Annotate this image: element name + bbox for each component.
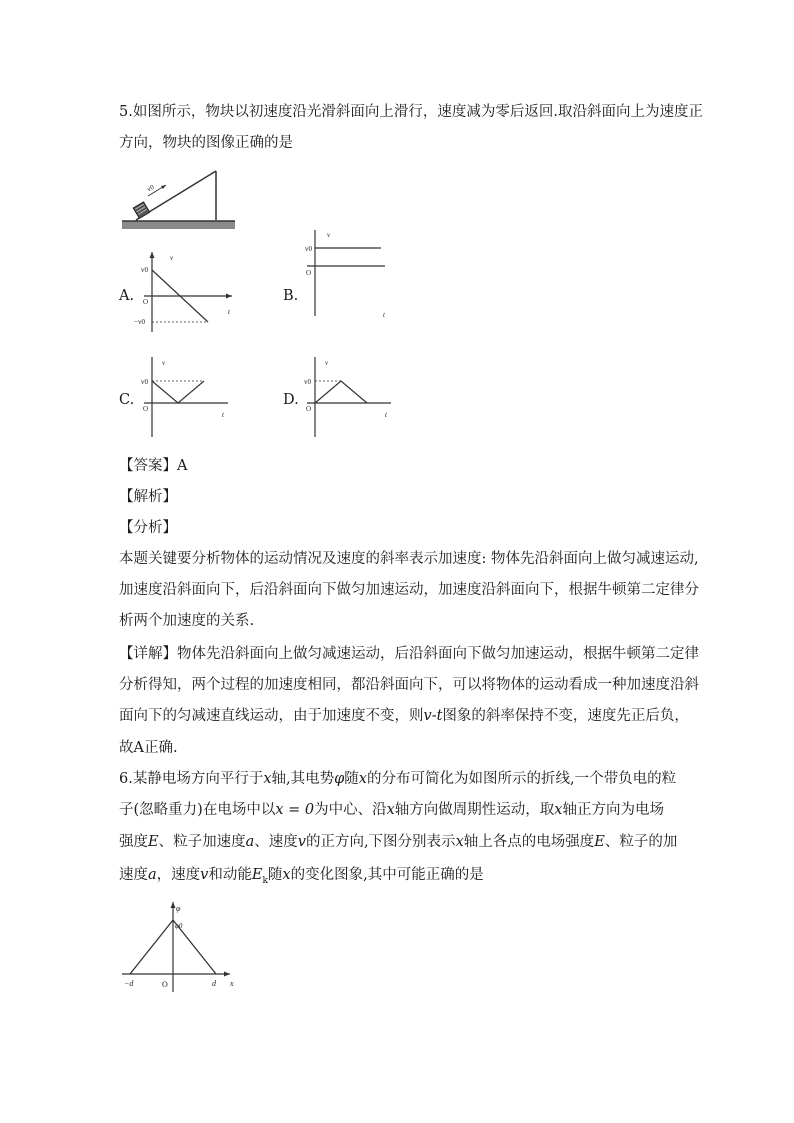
phi0-label: φ0	[175, 922, 183, 930]
origin-label: O	[162, 980, 168, 989]
option-b-graph[interactable]	[303, 228, 393, 318]
detail-line-1: 【详解】物体先沿斜面向上做匀减速运动，后沿斜面向下做匀加速运动，根据牛顿第二定律	[119, 646, 699, 662]
block	[133, 202, 149, 218]
option-a-letter[interactable]: A.	[119, 288, 135, 304]
option-a-t-label: t	[228, 308, 230, 316]
analysis-heading: 【解析】	[119, 489, 177, 505]
option-b-v0-label: v0	[305, 245, 312, 253]
option-b-letter[interactable]: B.	[283, 288, 299, 304]
option-c-t-label: t	[222, 411, 224, 419]
option-d-t-label: t	[385, 411, 387, 419]
q6-stem-line-1: 6.某静电场方向平行于x轴,其电势φ随x的分布可简化为如图所示的折线,一个带负电的粒	[119, 771, 677, 787]
q6-stem-line-2: 子(忽略重力)在电场中以x = 0为中心、沿x轴方向做周期性运动，取x轴正方向为电场	[119, 802, 664, 818]
option-d-v-label: v	[325, 359, 329, 367]
fenxi-line-2: 加速度沿斜面向下，后沿斜面向下做匀加速运动，加速度沿斜面向下，根据牛顿第二定律分	[119, 582, 699, 598]
d-label: d	[212, 979, 216, 988]
option-a-v-label: v	[170, 254, 174, 262]
option-a-origin: O	[143, 298, 149, 306]
option-c-v-label: v	[162, 359, 166, 367]
q5-stem-line-1: 5.如图所示，物块以初速度沿光滑斜面向上滑行，速度减为零后返回.取沿斜面向上为速度正	[119, 104, 703, 120]
option-d-origin: O	[306, 405, 312, 413]
option-c-graph[interactable]	[140, 355, 240, 440]
x-axis-label: x	[230, 979, 234, 988]
answer-line: 【答案】A	[119, 458, 188, 474]
potential-graph	[118, 900, 238, 995]
option-a-negv0-label: −v0	[134, 318, 145, 326]
option-d-v0-label: v0	[304, 378, 311, 386]
option-d-line	[315, 381, 367, 403]
fenxi-line-3: 析两个加速度的关系.	[119, 613, 255, 629]
option-b-origin: O	[306, 269, 312, 277]
q5-stem-line-2: 方向，物块的图像正确的是	[119, 135, 293, 151]
option-d-graph[interactable]	[303, 355, 403, 440]
option-a-graph[interactable]	[134, 250, 240, 335]
ground	[122, 221, 235, 229]
fenxi-heading: 【分析】	[119, 520, 177, 536]
option-b-t-label: t	[383, 311, 385, 319]
detail-line-2: 分析得知，两个过程的加速度相同，都沿斜面向下，可以将物体的运动看成一种加速度沿斜	[119, 677, 699, 693]
detail-line-3: 面向下的匀减速直线运动，由于加速度不变，则v-t图象的斜率保持不变，速度先正后负，	[119, 708, 689, 724]
neg-d-label: −d	[124, 979, 134, 988]
option-c-letter[interactable]: C.	[119, 392, 135, 408]
detail-line-4: 故A正确.	[119, 740, 178, 756]
q6-stem-line-4: 速度a，速度v和动能$E_k$随x的变化图象,其中可能正确的是	[119, 867, 484, 886]
incline-v0-label: v0	[145, 183, 156, 194]
option-d-letter[interactable]: D.	[283, 392, 299, 408]
phi-axis-label: φ	[176, 904, 181, 913]
fenxi-line-1: 本题关键要分析物体的运动情况及速度的斜率表示加速度: 物体先沿斜面向上做匀减速运动,	[119, 551, 699, 567]
q6-stem-line-3: 强度E、粒子加速度a、速度v的正方向,下图分别表示x轴上各点的电场强度E、粒子的加	[119, 834, 678, 850]
option-c-v0-label: v0	[141, 378, 148, 386]
option-c-line	[152, 381, 204, 403]
option-c-origin: O	[143, 405, 149, 413]
option-b-v-label: v	[327, 231, 331, 239]
option-a-v0-label: v0	[141, 266, 148, 274]
incline-figure	[122, 168, 237, 233]
